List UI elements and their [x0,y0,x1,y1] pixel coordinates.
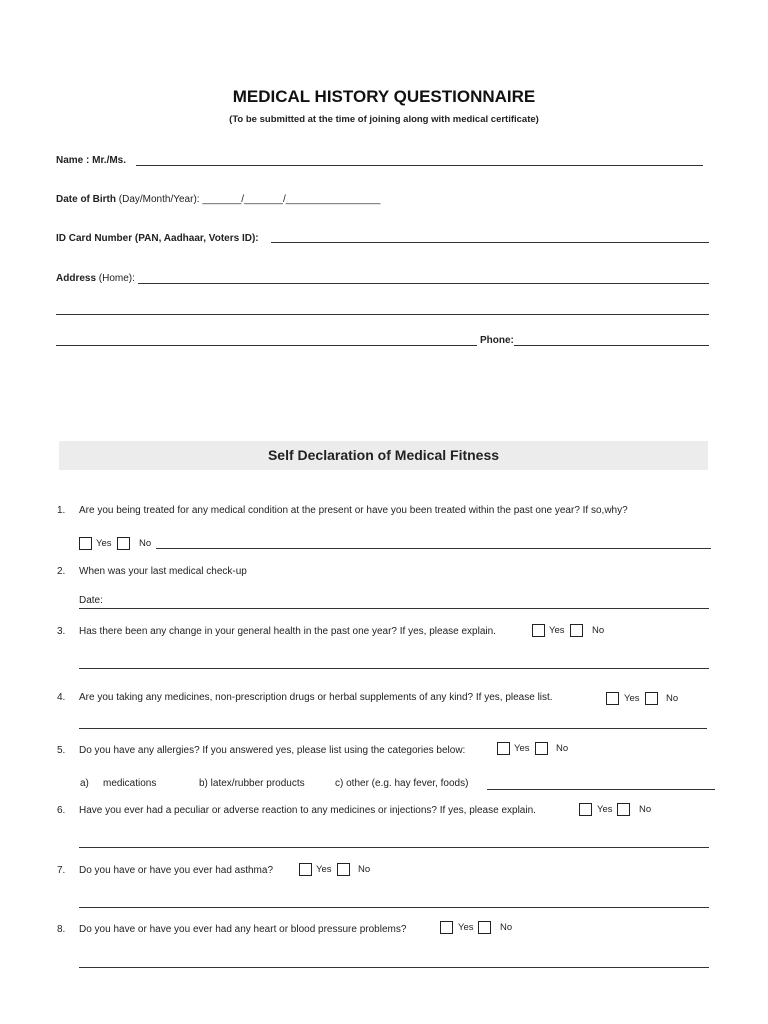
question-7-no-checkbox[interactable] [337,863,350,876]
question-7-yes-checkbox[interactable] [299,863,312,876]
question-3-no-label: No [592,625,605,636]
question-5-number: 5. [57,745,66,756]
question-8-no-label: No [500,922,513,933]
question-7-yes-label: Yes [316,864,332,875]
question-3-yes-label: Yes [549,625,565,636]
question-3-number: 3. [57,626,66,637]
question-1-yes-checkbox[interactable] [79,537,92,550]
question-2-date-field[interactable] [79,608,709,609]
id-card-field[interactable] [271,242,709,243]
question-5-category-c-text: c) other (e.g. hay fever, foods) [335,778,469,789]
question-8-text: Do you have or have you ever had any heart or blood pressure problems? [79,924,407,935]
question-6-text: Have you ever had a peculiar or adverse reaction to any medicines or injections? If yes, please explain. [79,805,536,816]
question-6-answer-line[interactable] [79,847,709,848]
name-field[interactable] [136,165,703,166]
question-5-text: Do you have any allergies? If you answered yes, please list using the categories below: [79,745,466,756]
address-field-line-1[interactable] [138,283,709,284]
question-1-yes-label: Yes [96,538,112,549]
section-banner [59,441,708,470]
question-8-yes-checkbox[interactable] [440,921,453,934]
question-5-no-checkbox[interactable] [535,742,548,755]
address-field-line-2[interactable] [56,314,709,315]
question-7-answer-line[interactable] [79,907,709,908]
question-3-answer-line[interactable] [79,668,709,669]
question-6-yes-checkbox[interactable] [579,803,592,816]
question-7-number: 7. [57,865,66,876]
question-4-text: Are you taking any medicines, non-prescription drugs or herbal supplements of any kind? If yes, please list. [79,692,553,703]
question-2-number: 2. [57,566,66,577]
page-title: MEDICAL HISTORY QUESTIONNAIRE [232,87,536,106]
question-1-no-checkbox[interactable] [117,537,130,550]
question-1-no-label: No [139,538,152,549]
question-5-answer-line[interactable] [487,789,715,790]
question-8-number: 8. [57,924,66,935]
question-1-text: Are you being treated for any medical condition at the present or have you been treated within the past one year? If so,why? [79,505,628,516]
question-5-yes-checkbox[interactable] [497,742,510,755]
question-1-number: 1. [57,505,66,516]
question-1-answer-line[interactable] [156,548,711,549]
question-6-no-checkbox[interactable] [617,803,630,816]
question-6-no-label: No [639,804,652,815]
question-3-yes-checkbox[interactable] [532,624,545,637]
name-label: Name : Mr./Ms. [56,155,127,166]
question-8-no-checkbox[interactable] [478,921,491,934]
question-3-text: Has there been any change in your general health in the past one year? If yes, please explain. [79,626,496,637]
question-2-date-label: Date: [79,595,103,606]
question-4-yes-label: Yes [624,693,640,704]
phone-label: Phone: [480,335,514,346]
question-5-no-label: No [556,743,569,754]
phone-field[interactable] [514,345,709,346]
question-6-yes-label: Yes [597,804,613,815]
question-3-no-checkbox[interactable] [570,624,583,637]
id-card-label: ID Card Number (PAN, Aadhaar, Voters ID): [56,233,259,244]
question-4-yes-checkbox[interactable] [606,692,619,705]
address-field-line-3[interactable] [56,345,477,346]
question-5-category-a-text: medications [103,778,157,789]
question-4-number: 4. [57,692,66,703]
question-4-answer-line[interactable] [79,728,707,729]
question-4-no-label: No [666,693,679,704]
dob-label[interactable]: Date of Birth (Day/Month/Year): _______/_______/_________________ [56,194,381,205]
question-6-number: 6. [57,805,66,816]
question-7-no-label: No [358,864,371,875]
address-label: Address (Home): [56,273,135,284]
question-7-text: Do you have or have you ever had asthma? [79,865,274,876]
question-8-answer-line[interactable] [79,967,709,968]
section-title: Self Declaration of Medical Fitness [267,447,500,463]
page-subtitle: (To be submitted at the time of joining along with medical certificate) [229,114,539,125]
question-4-no-checkbox[interactable] [645,692,658,705]
question-8-yes-label: Yes [458,922,474,933]
question-5-category-a-marker: a) [80,778,89,789]
question-2-text: When was your last medical check-up [79,566,247,577]
question-5-category-b-text: b) latex/rubber products [199,778,305,789]
question-5-yes-label: Yes [514,743,530,754]
